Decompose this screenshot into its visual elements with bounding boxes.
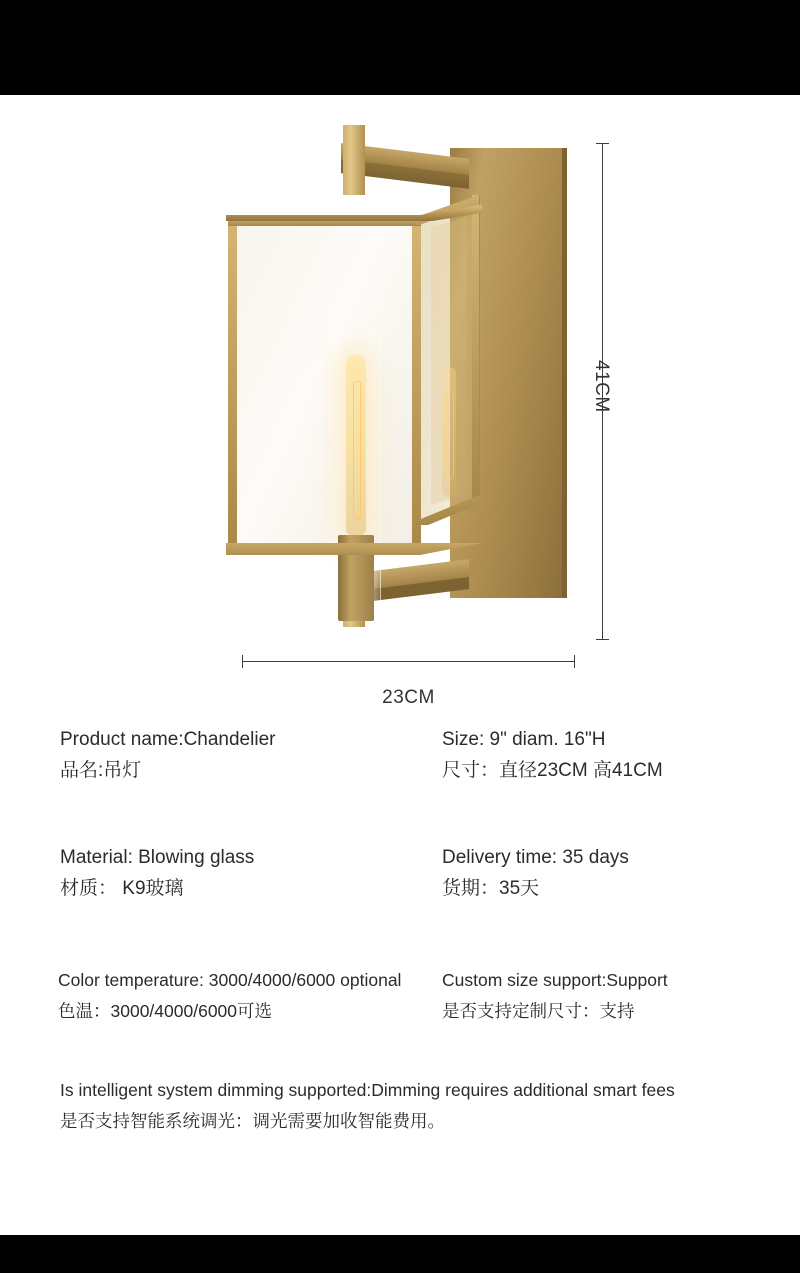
spec-size-cn: 尺寸：直径23CM 高41CM — [442, 760, 663, 781]
lantern-frame — [226, 195, 476, 560]
spec-material-group — [60, 843, 440, 905]
frame-edge-front-right — [412, 217, 421, 555]
spec-name-en: Product name:Chandelier — [60, 729, 276, 750]
spec-row-material-delivery — [0, 843, 800, 965]
specifications-block — [0, 725, 800, 1155]
top-letterbox-bar — [0, 0, 800, 95]
dimming-note-group — [60, 1075, 780, 1137]
spec-name-cn: 品名:吊灯 — [60, 760, 142, 781]
spec-delivery-en: Delivery time: 35 days — [442, 847, 629, 868]
filament-reflection — [446, 391, 454, 479]
lamp-post-top — [343, 125, 365, 195]
spec-size-en: Size: 9" diam. 16"H — [442, 729, 606, 750]
spec-material-cn: 材质： K9玻璃 — [60, 878, 184, 899]
spec-custom-size-cn: 是否支持定制尺寸：支持 — [442, 1001, 635, 1021]
frame-edge-front-left — [228, 217, 237, 555]
bulb-filament — [353, 381, 361, 519]
spec-name-group — [60, 725, 440, 787]
wall-sconce-illustration — [210, 115, 590, 660]
glass-panel-front — [232, 221, 418, 551]
spec-color-temp-en: Color temperature: 3000/4000/6000 optional — [58, 970, 402, 990]
width-dimension-label: 23CM — [382, 687, 435, 708]
frame-edge-back-right — [472, 195, 479, 501]
height-dimension-label: 41CM — [591, 360, 612, 413]
spec-row-color-custom — [0, 965, 800, 1075]
spec-row-dimming-note — [0, 1075, 800, 1155]
bottom-letterbox-bar — [0, 1235, 800, 1273]
spec-delivery-cn: 货期：35天 — [442, 878, 540, 899]
dimming-note-cn: 是否支持智能系统调光：调光需要加收智能费用。 — [60, 1111, 445, 1131]
dimming-note-en: Is intelligent system dimming supported:Dimming requires additional smart fees — [60, 1080, 675, 1100]
spec-color-temp-cn: 色温：3000/4000/6000可选 — [58, 1001, 273, 1021]
lamp-backplate-edge — [562, 148, 567, 598]
spec-row-name-size — [0, 725, 800, 843]
spec-delivery-group — [442, 843, 792, 905]
spec-color-temp-group — [58, 965, 438, 1027]
spec-material-en: Material: Blowing glass — [60, 847, 255, 868]
spec-custom-size-group — [442, 965, 792, 1027]
width-dimension-line — [242, 661, 575, 662]
spec-custom-size-en: Custom size support:Support — [442, 970, 668, 990]
content-sheet — [0, 95, 800, 1235]
product-image-area — [0, 95, 800, 725]
spec-size-group — [442, 725, 792, 787]
